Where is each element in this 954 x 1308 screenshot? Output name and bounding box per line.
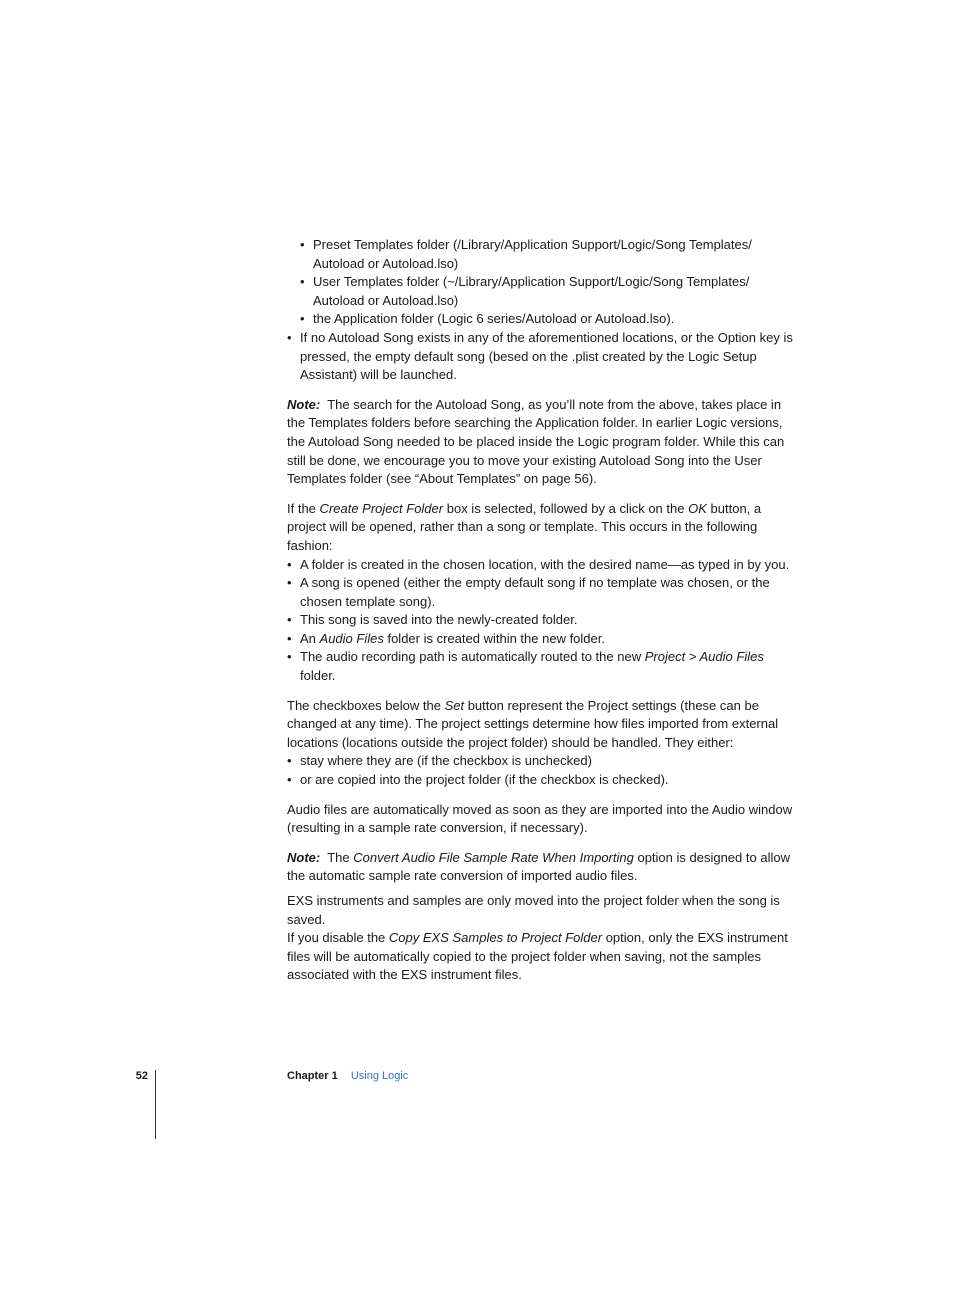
note-label: Note: (287, 849, 321, 865)
checkbox-options-list (287, 752, 797, 789)
paragraph-audio-files: Audio files are automatically moved as soon as they are imported into the Audio window (resulting in a sample rate conversion, if necessary). (287, 801, 793, 836)
project-steps-list (287, 556, 797, 686)
note-templates: Note: The search for the Autoload Song, as you’ll note from the above, takes place in the Templates folders before searching the Application folder. In earlier Logic versions, the Autoload Song needed to be placed inside the Logic program folder. While this can still be done, we encourage you to move your existing Autoload Song into the User Templates folder (see “About Templates” on page 56). (287, 396, 785, 487)
note-convert-sample-rate: Note: The Convert Audio File Sample Rate When Importing option is designed to allow the automatic sample rate conversion of imported audio files. (287, 849, 790, 884)
paragraph-create-project-folder: If the Create Project Folder box is selected, followed by a click on the OK button, a project will be opened, rather than a song or template. This occurs in the following fashion: (287, 500, 762, 553)
paragraph-copy-exs: If you disable the Copy EXS Samples to Project Folder option, only the EXS instrument files will be automatically copied to the project folder when saving, not the samples associated with the EXS instrument files. (287, 930, 788, 983)
list-item: • stay where they are (if the checkbox is unchecked) (287, 752, 797, 771)
paragraph-exs: EXS instruments and samples are only moved into the project folder when the song is saved. (287, 893, 780, 927)
autoload-fallback-list (287, 329, 797, 385)
paragraph-project-settings: The checkboxes below the Set button represent the Project settings (these can be changed at any time). The project settings determine how files imported from external locations (locations outside the project folder) should be handled. They either: (287, 697, 779, 750)
footer-divider (155, 1070, 156, 1139)
page-body (287, 236, 797, 985)
list-item: • This song is saved into the newly-created folder. (287, 611, 797, 630)
list-item: • User Templates folder (~/Library/Application Support/Logic/Song Templates/ Autoload or Autoload.lso) (300, 273, 797, 310)
autoload-locations-list (300, 236, 797, 329)
list-item: • An Audio Files folder is created within the new folder. (287, 630, 797, 649)
list-item: • or are copied into the project folder (if the checkbox is checked). (287, 771, 797, 790)
list-item: • A song is opened (either the empty default song if no template was chosen, or the chosen template song). (287, 574, 797, 611)
list-item: • If no Autoload Song exists in any of the aforementioned locations, or the Option key is pressed, the empty default song (besed on the .plist created by the Logic Setup Assistant) will be launched. (287, 329, 797, 385)
list-item: • A folder is created in the chosen location, with the desired name—as typed in by you. (287, 556, 797, 575)
footer-chapter (287, 1070, 408, 1082)
list-item: • the Application folder (Logic 6 series/Autoload or Autoload.lso). (300, 310, 797, 329)
page-number: 52 (135, 1070, 148, 1082)
list-item: • Preset Templates folder (/Library/Application Support/Logic/Song Templates/ Autoload or Autoload.lso) (300, 236, 797, 273)
note-label: Note: (287, 396, 321, 412)
chapter-label: Chapter 1 (287, 1070, 338, 1082)
chapter-title-link[interactable]: Using Logic (350, 1070, 409, 1082)
list-item: • The audio recording path is automatically routed to the new Project > Audio Files folder. (287, 648, 797, 685)
